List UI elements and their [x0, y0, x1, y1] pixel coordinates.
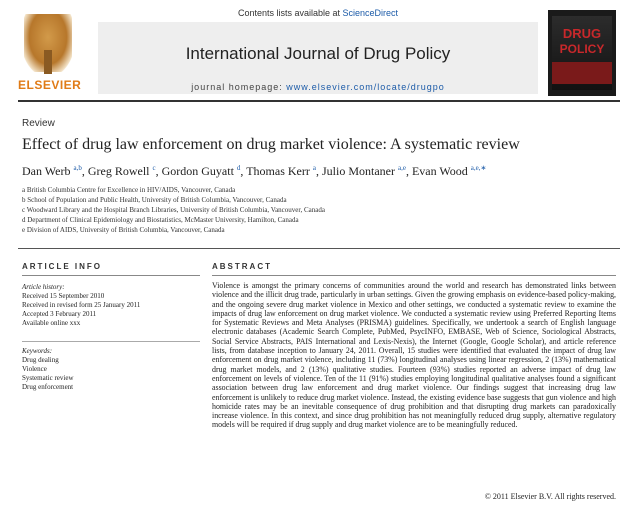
affiliations — [22, 185, 325, 235]
affiliation: d Department of Clinical Epidemiology and Biostatistics, McMaster University, Hamilton, Canada — [22, 216, 299, 224]
journal-title: International Journal of Drug Policy — [185, 44, 451, 63]
author[interactable]: Julio Montaner $^{a,e}$ — [321, 164, 406, 178]
tree-trunk-icon — [44, 50, 52, 74]
cover-word-policy: POLICY — [559, 42, 605, 56]
cover-word-drug: DRUG — [562, 26, 602, 41]
article-title: Effect of drug law enforcement on drug market violence: A systematic review — [22, 136, 520, 153]
history-item: Available online xxx — [22, 319, 81, 327]
affiliation: b School of Population and Public Health, University of British Columbia, Vancouver, Canada — [22, 196, 287, 204]
author[interactable]: Greg Rowell $^c$ — [87, 164, 156, 178]
keyword[interactable]: Violence — [22, 365, 47, 373]
keyword[interactable]: Drug dealing — [22, 356, 59, 364]
history-item: Received 15 September 2010 — [22, 292, 105, 300]
keyword[interactable]: Drug enforcement — [22, 383, 74, 391]
elsevier-logo[interactable] — [18, 10, 82, 92]
journal-cover-image[interactable] — [548, 10, 616, 96]
abstract-rule — [212, 275, 616, 276]
author[interactable]: Gordon Guyatt $^d$ — [161, 164, 241, 178]
homepage-link[interactable]: www.elsevier.com/locate/drugpo — [286, 82, 445, 92]
publisher-name: ELSEVIER — [18, 78, 82, 92]
contents-prefix: Contents lists available at — [237, 8, 343, 18]
cover-panel — [552, 16, 612, 90]
affiliation: e Division of AIDS, University of British Columbia, Vancouver, Canada — [22, 226, 225, 234]
author-list: Dan Werb $^{a,b}$, Greg Rowell $^c$, Gordon Guyatt $^d$, Thomas Kerr $^a$, Julio Montaner $^{a,e}$, Evan Wood $^{a,e,∗}$ — [22, 164, 487, 178]
keywords — [22, 347, 74, 392]
affiliation: c Woodward Library and the Hospital Branch Libraries, University of British Columbia, Vancouver, Canada — [22, 206, 325, 214]
author[interactable]: Evan Wood $^{a,e,∗}$ — [411, 164, 487, 178]
article-info-rule — [22, 275, 200, 276]
sciencedirect-link[interactable]: ScienceDirect — [342, 8, 399, 18]
history-item: Received in revised form 25 January 2011 — [22, 301, 141, 309]
author[interactable]: Dan Werb $^{a,b}$ — [22, 164, 82, 178]
affiliation: a British Columbia Centre for Excellence in HIV/AIDS, Vancouver, Canada — [22, 186, 236, 194]
header-divider — [18, 100, 620, 102]
article-info-heading: ARTICLE INFO — [22, 262, 102, 271]
section-label: Review — [22, 118, 55, 129]
article-history — [22, 283, 140, 328]
author[interactable]: Thomas Kerr $^a$ — [246, 164, 316, 178]
copyright-notice: © 2011 Elsevier B.V. All rights reserved. — [484, 492, 616, 501]
keyword[interactable]: Systematic review — [22, 374, 74, 382]
abstract-text: Violence is amongst the primary concerns of communities around the world and research has demonstrated links between violence and the illicit drug trade, particularly in urban settings. Given the growing emphasis on evidence-based policy-making, and the ongoing severe drug market violence in Mexico and other settings, we conducted a systematic review to examine the impacts of drug law enforcement on drug market violence. We conducted a systematic review using Preferred Reporting Items for Systematic Reviews and Meta Analyses (PRISMA) guidelines. Specifically, we undertook a search of English language electronic databases (Academic Search Complete, PubMed, PsycINFO, EMBASE, Web of Science, Sociological Abstracts, Social Service Abstracts, PAIS International and Lexis-Nexis), the Internet (Google, Google Scholar), and article reference lists, from database inception to January 24, 2011. Overall, 15 studies were identified that evaluated the impact of drug law enforcement on drug market violence, including 11 (73%) longitudinal analyses using linear regression, 2 (13%) mathematical drug market models, and 2 (13%) qualitative studies. Fourteen (93%) studies reported an adverse impact of drug law enforcement on levels of violence. Ten of the 11 (91%) studies employing longitudinal qualitative analyses found a significant association between drug law enforcement and drug market violence. Our findings suggest that increasing drug law enforcement is unlikely to reduce drug market violence. Instead, the existing evidence base suggests that gun violence and high homicide rates may be an inevitable consequence of drug prohibition and that disrupting drug markets can paradoxically increase violence. In this context, and since drug prohibition has not meaningfully reduced drug supply, alternative regulatory models will be required if drug supply and drug market violence are to be meaningfully reduced. — [212, 281, 616, 430]
affiliations-divider — [18, 248, 620, 249]
abstract-heading: ABSTRACT — [212, 262, 272, 271]
article-info-divider — [22, 341, 200, 342]
contents-line — [98, 8, 538, 18]
homepage-prefix: journal homepage: — [191, 82, 287, 92]
history-item: Accepted 3 February 2011 — [22, 310, 97, 318]
journal-homepage-line — [98, 82, 538, 92]
history-label: Article history: — [22, 283, 65, 291]
cover-band — [552, 62, 612, 84]
keywords-label: Keywords: — [22, 347, 53, 355]
